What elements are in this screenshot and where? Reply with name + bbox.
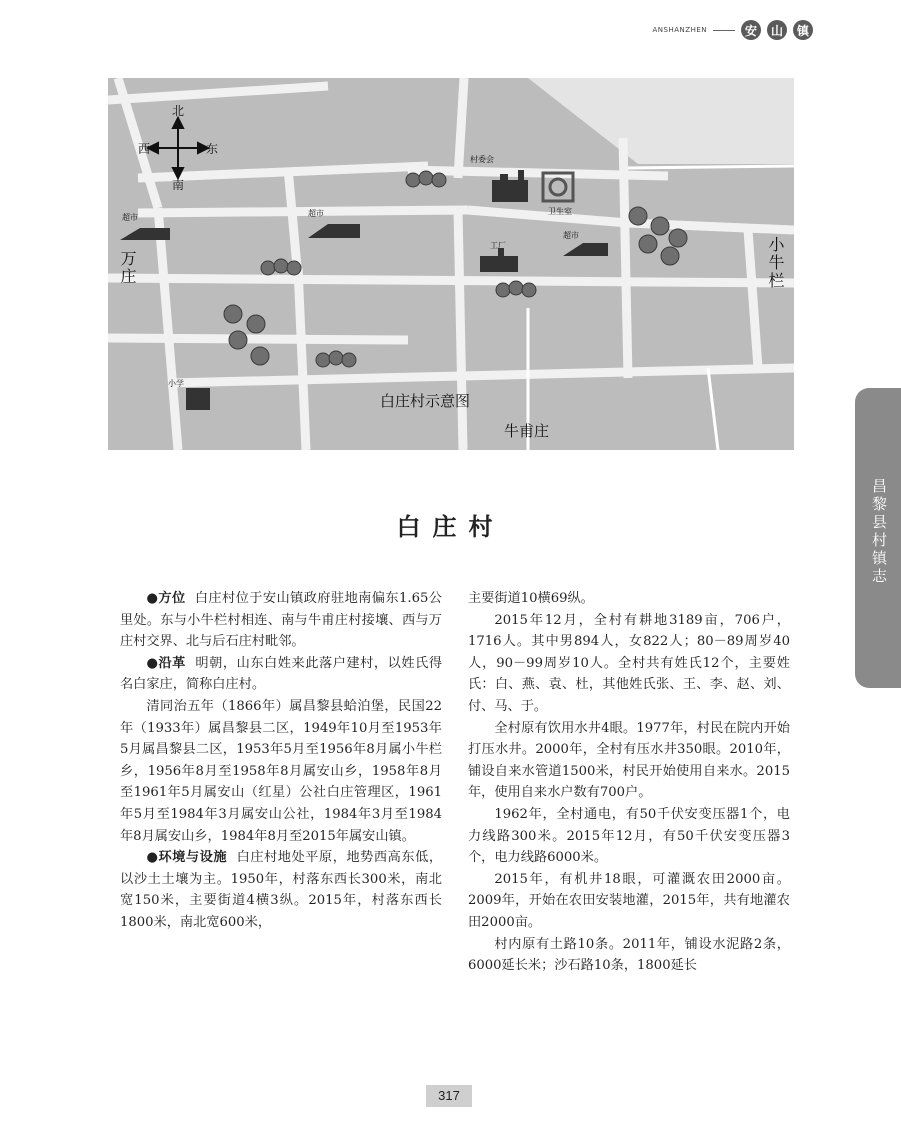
label-village-committee: 村委会 [470,155,494,164]
label-xiaoniulan: 小牛栏 [766,236,785,290]
paragraph-irrigation: 2015年，有机井18眼，可灌溉农田2000亩。2009年，开始在农田安装地灌，2015年，共有地灌农田2000亩。 [468,871,790,930]
label-nipuzhuang: 牛甫庄 [504,422,550,440]
label-clinic: 卫生室 [548,207,572,216]
side-tab-label: 昌黎县村镇志 [870,478,888,586]
page-number: 317 [426,1085,472,1107]
paragraph-location [120,588,442,653]
header-char-1: 安 [741,20,761,40]
compass-west: 西 [138,142,151,156]
paragraph-history [120,653,442,696]
map-diagonal-band [528,78,794,164]
paragraph-text: 明朝，山东白姓来此落户建村，以姓氏得名白家庄，简称白庄村。 [120,655,443,693]
label-factory: 工厂 [490,241,506,250]
header-latin: ANSHANZHEN [652,26,707,34]
compass-south: 南 [172,178,185,192]
left-column [120,588,442,934]
paragraph-continued: 主要街道10横69纵。 [468,591,594,606]
label-school: 小学 [168,379,184,388]
paragraph-roads: 村内原有土路10条。2011年，铺设水泥路2条，6000延长米；沙石路10条，1800延长 [468,936,790,974]
page-title: 白庄村 [396,512,505,541]
heading-location: ●方位 [146,591,186,606]
paragraph-water: 全村原有饮用水井4眼。1977年，村民在院内开始打压水井。2000年，全村有压水井350眼。2010年，铺设自来水管道1500米，村民开始使用自来水。2015年，使用自来水户数有700户。 [468,720,790,801]
compass-east: 东 [206,142,219,156]
map-caption: 白庄村示意图 [380,392,471,410]
label-supermarket-1: 超市 [122,213,138,222]
paragraph-environment [120,847,442,933]
heading-environment: ●环境与设施 [146,850,228,866]
paragraph-electricity: 1962年，全村通电，有50千伏安变压器1个，电力线路300米。2015年12月，有50千伏安变压器3个，电力线路6000米。 [468,806,790,866]
header-char-3: 镇 [793,20,813,40]
right-column [468,588,790,977]
heading-history: ●沿革 [146,655,186,671]
compass-icon [148,118,208,178]
running-header [653,20,813,40]
paragraph-history-detail: 清同治五年（1866年）属昌黎县蛤泊堡，民国22年（1933年）属昌黎县二区，1949年10月至1953年5月属昌黎县二区，1953年5月至1956年8月属小牛栏乡，1956年8月至1958年8月属安山乡，1958年8月至1961年5月属安山（红星）公社白庄管理区，1961年5月至1984年3月属安山公社，1984年3月至1984年8月属安山乡，1984年8月至2015年属安山镇。 [120,698,442,844]
label-supermarket-2: 超市 [308,209,324,218]
header-rule [713,30,735,31]
header-char-2: 山 [767,20,787,40]
label-wanzhuang: 万庄 [118,250,137,286]
village-map [108,78,794,450]
paragraph-text: 白庄村位于安山镇政府驻地南偏东1.65公里处。东与小牛栏村相连、南与牛甫庄村接壤、西与万庄村交界、北与后石庄村毗邻。 [120,591,442,650]
paragraph-population: 2015年12月，全村有耕地3189亩，706户，1716人。其中男894人，女822人；80－89周岁40人，90－99周岁10人。全村共有姓氏12个，主要姓氏：白、燕、袁、杜，其他姓氏张、王、李、赵、刘、付、马、于。 [468,612,790,714]
label-supermarket-3: 超市 [563,231,579,240]
compass-north: 北 [172,104,185,118]
side-tab [855,388,901,688]
paragraph-text: 白庄村地处平原，地势西高东低，以沙土土壤为主。1950年，村落东西长300米，南北宽150米，主要街道4横3纵。2015年，村落东西长1800米，南北宽600米， [120,850,443,930]
